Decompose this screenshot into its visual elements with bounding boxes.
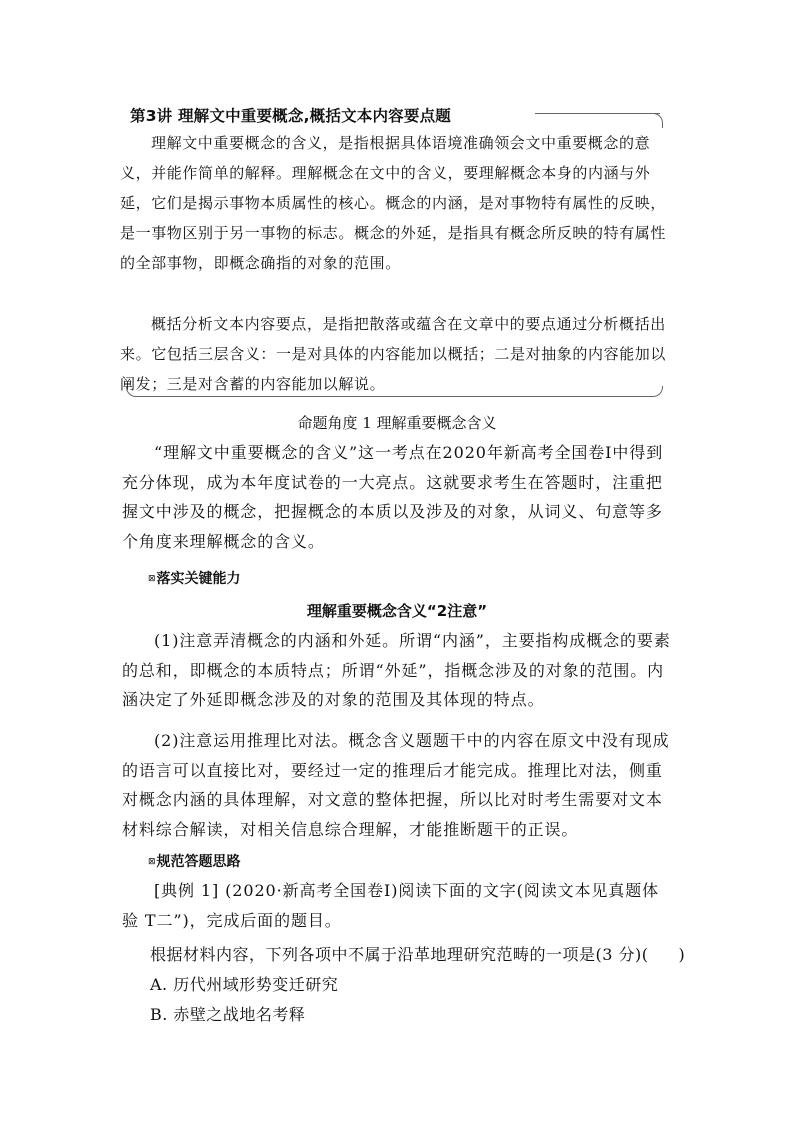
ability-label — [148, 568, 241, 588]
intro-paragraph-2: 概括分析文本内容要点，是指把散落或蕴含在文章中的要点通过分析概括出来。它包括三层含义：一是对具体的内容能加以概括；二是对抽象的内容能加以阐发；三是对含蓄的内容能加以解说。 — [120, 315, 667, 393]
ability-mark-icon: ⊠ — [148, 574, 156, 584]
question-text: 根据材料内容，下列各项中不属于沿革地理研究范畴的一项是(3 分)( — [150, 945, 649, 964]
option-b: B. 赤壁之战地名考释 — [150, 1005, 306, 1024]
thinking-label — [148, 851, 241, 871]
thinking-label-text: 规范答题思路 — [156, 854, 241, 870]
lecture-title: 第3讲 理解文中重要概念,概括文本内容要点题 — [130, 107, 451, 125]
section-heading: 命题角度 1 理解重要概念含义 — [297, 414, 497, 432]
ability-point-1: (1)注意弄清概念的内涵和外延。所谓“内涵”，主要指构成概念的要素的总和，即概念的本质特点；所谓“外延”，指概念涉及的对象的范围。内涵决定了外延即概念涉及的对象的范围及其体现的特点。 — [122, 631, 671, 709]
ability-point-2: (2)注意运用推理比对法。概念含义题题干中的内容在原文中没有现成的语言可以直接比对，要经过一定的推理后才能完成。推理比对法，侧重对概念内涵的具体理解，对文意的整体把握，所以比对时考生需要对文本材料综合解读，对相关信息综合理解，才能推断题干的正误。 — [122, 731, 670, 839]
ability-title: 理解重要概念含义“2注意” — [306, 602, 488, 620]
box-top-border — [535, 113, 660, 114]
box-bottom-border — [126, 386, 663, 397]
intro-box — [120, 104, 665, 397]
section-paragraph: “理解文中重要概念的含义”这一考点在2020年新高考全国卷Ⅰ中得到充分体现，成为本年度试卷的一大亮点。这就要求考生在答题时，注重把握文中涉及的概念，把握概念的本质以及涉及的对象，从词义、句意等多个角度来理解概念的含义。 — [122, 443, 664, 551]
question-end: ) — [678, 945, 686, 964]
option-a: A. 历代州域形势变迁研究 — [150, 975, 339, 994]
ability-label-text: 落实关键能力 — [156, 571, 241, 587]
example-intro: [典例 1] (2020·新高考全国卷Ⅰ)阅读下面的文字(阅读文本见真题体验 T二”)，完成后面的题目。 — [122, 881, 659, 930]
question-line — [150, 942, 685, 965]
thinking-mark-icon: ⊠ — [148, 857, 156, 867]
box-top-corner — [652, 113, 663, 128]
intro-paragraph-1: 理解文中重要概念的含义，是指根据具体语境准确领会文中重要概念的意义，并能作简单的解释。理解概念在文中的含义，要理解概念本身的内涵与外延，它们是揭示事物本质属性的核心。概念的内涵，是对事物特有属性的反映，是一事物区别于另一事物的标志。概念的外延，是指具有概念所反映的特有属性的全部事物，即概念确指的对象的范围。 — [120, 134, 667, 272]
